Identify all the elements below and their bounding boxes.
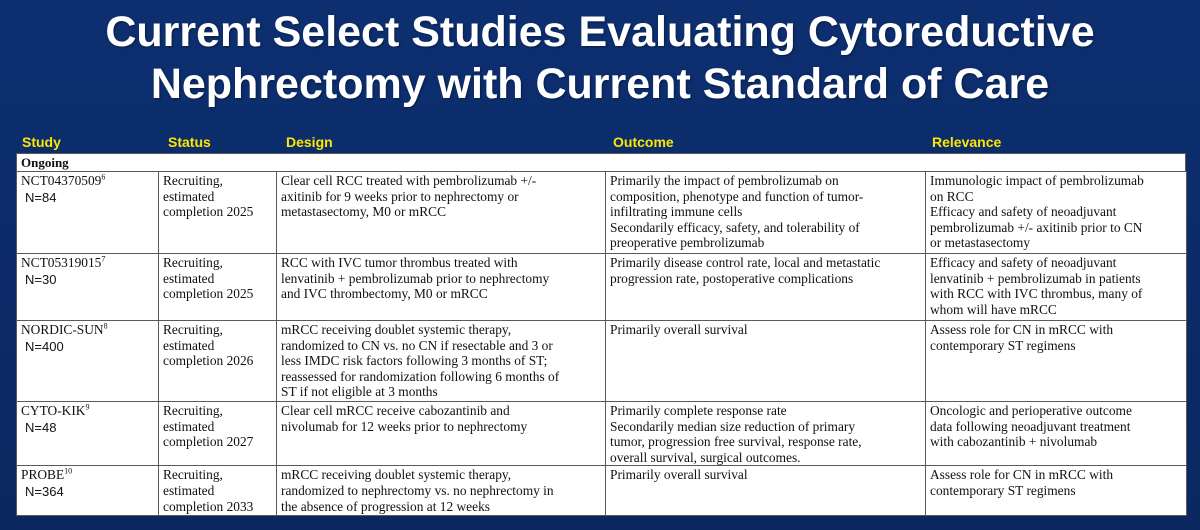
outcome-text-line: progression rate, postoperative complications <box>610 270 854 286</box>
outcome-text-line: Primarily the impact of pembrolizumab on <box>610 173 839 188</box>
outcome-cell <box>606 402 926 466</box>
design-text-line: ST if not eligible at 3 months <box>281 384 438 400</box>
outcome-text-line: infiltrating immune cells <box>610 204 743 220</box>
relevance-text-line: lenvatinib + pembrolizumab in patients <box>930 270 1141 286</box>
status-text-line: estimated <box>163 337 215 353</box>
column-header-relevance: Relevance <box>932 134 1002 150</box>
design-cell <box>277 321 606 402</box>
sample-size: N=400 <box>25 338 64 354</box>
relevance-cell <box>926 466 1187 516</box>
status-cell <box>159 466 277 516</box>
table-row <box>17 466 1187 516</box>
column-header-status: Status <box>168 134 211 150</box>
design-cell <box>277 466 606 516</box>
relevance-cell <box>926 321 1187 402</box>
studies-table-body <box>17 172 1187 516</box>
status-text-line: Recruiting, <box>163 173 223 188</box>
relevance-cell <box>926 402 1187 466</box>
relevance-text-line: Efficacy and safety of neoadjuvant <box>930 255 1117 270</box>
status-text-line: Recruiting, <box>163 467 223 483</box>
column-header-outcome: Outcome <box>613 134 674 150</box>
outcome-text-line: Primarily disease control rate, local and metastatic <box>610 255 881 270</box>
status-text-line: estimated <box>163 270 215 286</box>
status-text-line: Recruiting, <box>163 255 223 270</box>
design-cell <box>277 402 606 466</box>
table-row <box>17 402 1187 466</box>
sample-size: N=30 <box>25 271 57 287</box>
relevance-text-line: contemporary ST regimens <box>930 337 1076 353</box>
design-text-line: the absence of progression at 12 weeks <box>281 498 490 514</box>
study-name: CYTO-KIK <box>21 403 86 418</box>
study-cell <box>17 321 159 402</box>
outcome-text-line: preoperative pembrolizumab <box>610 235 765 251</box>
relevance-text-line: Oncologic and perioperative outcome <box>930 403 1132 418</box>
status-text-line: Recruiting, <box>163 403 223 418</box>
status-cell <box>159 172 277 254</box>
relevance-text-line: data following neoadjuvant treatment <box>930 418 1131 434</box>
reference-number: 7 <box>101 254 106 264</box>
outcome-text-line: Secondarily median size reduction of primary <box>610 418 856 434</box>
design-text-line: metastasectomy, M0 or mRCC <box>281 204 447 220</box>
outcome-text-line: composition, phenotype and function of tumor- <box>610 188 864 204</box>
study-name: NCT04370509 <box>21 173 102 188</box>
relevance-text-line: pembrolizumab +/- axitinib prior to CN <box>930 219 1143 235</box>
outcome-text-line: Secondarily efficacy, safety, and tolerability of <box>610 219 860 235</box>
outcome-text-line: Primarily complete response rate <box>610 403 787 418</box>
design-text-line: Clear cell RCC treated with pembrolizumab +/- <box>281 173 537 188</box>
outcome-text-line: tumor, progression free survival, response rate, <box>610 434 862 450</box>
table-row <box>17 254 1187 321</box>
status-text-line: completion 2033 <box>163 498 254 514</box>
outcome-cell <box>606 321 926 402</box>
sample-size: N=48 <box>25 419 57 435</box>
status-cell <box>159 402 277 466</box>
design-text-line: lenvatinib + pembrolizumab prior to nephrectomy <box>281 270 550 286</box>
design-text-line: Clear cell mRCC receive cabozantinib and <box>281 403 510 418</box>
study-cell <box>17 402 159 466</box>
sample-size: N=84 <box>25 189 57 205</box>
status-cell <box>159 321 277 402</box>
status-text-line: Recruiting, <box>163 322 223 337</box>
study-name: NORDIC-SUN <box>21 322 104 337</box>
relevance-text-line: whom will have mRCC <box>930 301 1057 317</box>
status-text-line: completion 2025 <box>163 286 254 302</box>
reference-number: 10 <box>64 466 73 476</box>
relevance-cell <box>926 172 1187 254</box>
status-text-line: completion 2027 <box>163 434 254 450</box>
study-cell <box>17 254 159 321</box>
relevance-text-line: on RCC <box>930 188 974 204</box>
status-text-line: completion 2026 <box>163 353 254 369</box>
design-text-line: less IMDC risk factors following 3 months of ST; <box>281 353 548 369</box>
status-text-line: estimated <box>163 482 215 498</box>
study-cell <box>17 172 159 254</box>
status-text-line: estimated <box>163 188 215 204</box>
sample-size: N=364 <box>25 483 64 499</box>
studies-table <box>16 171 1187 516</box>
design-text-line: mRCC receiving doublet systemic therapy, <box>281 322 512 337</box>
relevance-text-line: with cabozantinib + nivolumab <box>930 434 1098 450</box>
design-text-line: and IVC thrombectomy, M0 or mRCC <box>281 286 488 302</box>
slide-title-line-1: Current Select Studies Evaluating Cytoreductive <box>105 8 1095 56</box>
slide-title <box>0 6 1200 110</box>
relevance-cell <box>926 254 1187 321</box>
status-text-line: completion 2025 <box>163 204 254 220</box>
design-text-line: randomized to nephrectomy vs. no nephrectomy in <box>281 482 554 498</box>
outcome-text-line: overall survival, surgical outcomes. <box>610 449 801 465</box>
relevance-text-line: contemporary ST regimens <box>930 482 1076 498</box>
design-cell <box>277 254 606 321</box>
slide-title-line-2: Nephrectomy with Current Standard of Care <box>150 60 1050 108</box>
design-text-line: mRCC receiving doublet systemic therapy, <box>281 467 512 483</box>
status-cell <box>159 254 277 321</box>
relevance-text-line: Efficacy and safety of neoadjuvant <box>930 204 1117 220</box>
table-row <box>17 321 1187 402</box>
reference-number: 6 <box>101 172 106 182</box>
design-text-line: axitinib for 9 weeks prior to nephrectomy or <box>281 188 519 204</box>
outcome-cell <box>606 172 926 254</box>
outcome-cell <box>606 466 926 516</box>
outcome-text-line: Primarily overall survival <box>610 467 748 483</box>
status-text-line: estimated <box>163 418 215 434</box>
relevance-text-line: Immunologic impact of pembrolizumab <box>930 173 1144 188</box>
reference-number: 9 <box>85 402 90 412</box>
study-cell <box>17 466 159 516</box>
study-name: NCT05319015 <box>21 255 102 270</box>
design-text-line: nivolumab for 12 weeks prior to nephrectomy <box>281 418 528 434</box>
design-cell <box>277 172 606 254</box>
section-label-ongoing: Ongoing <box>16 153 1186 171</box>
design-text-line: reassessed for randomization following 6 months of <box>281 368 560 384</box>
relevance-text-line: or metastasectomy <box>930 235 1031 251</box>
design-text-line: RCC with IVC tumor thrombus treated with <box>281 255 518 270</box>
relevance-text-line: Assess role for CN in mRCC with <box>930 467 1114 483</box>
reference-number: 8 <box>103 321 108 331</box>
outcome-text-line: Primarily overall survival <box>610 322 748 337</box>
column-header-design: Design <box>286 134 333 150</box>
design-text-line: randomized to CN vs. no CN if resectable and 3 or <box>281 337 553 353</box>
relevance-text-line: Assess role for CN in mRCC with <box>930 322 1114 337</box>
table-row <box>17 172 1187 254</box>
study-name: PROBE <box>21 467 65 483</box>
column-header-study: Study <box>22 134 61 150</box>
relevance-text-line: with RCC with IVC thrombus, many of <box>930 286 1143 302</box>
outcome-cell <box>606 254 926 321</box>
